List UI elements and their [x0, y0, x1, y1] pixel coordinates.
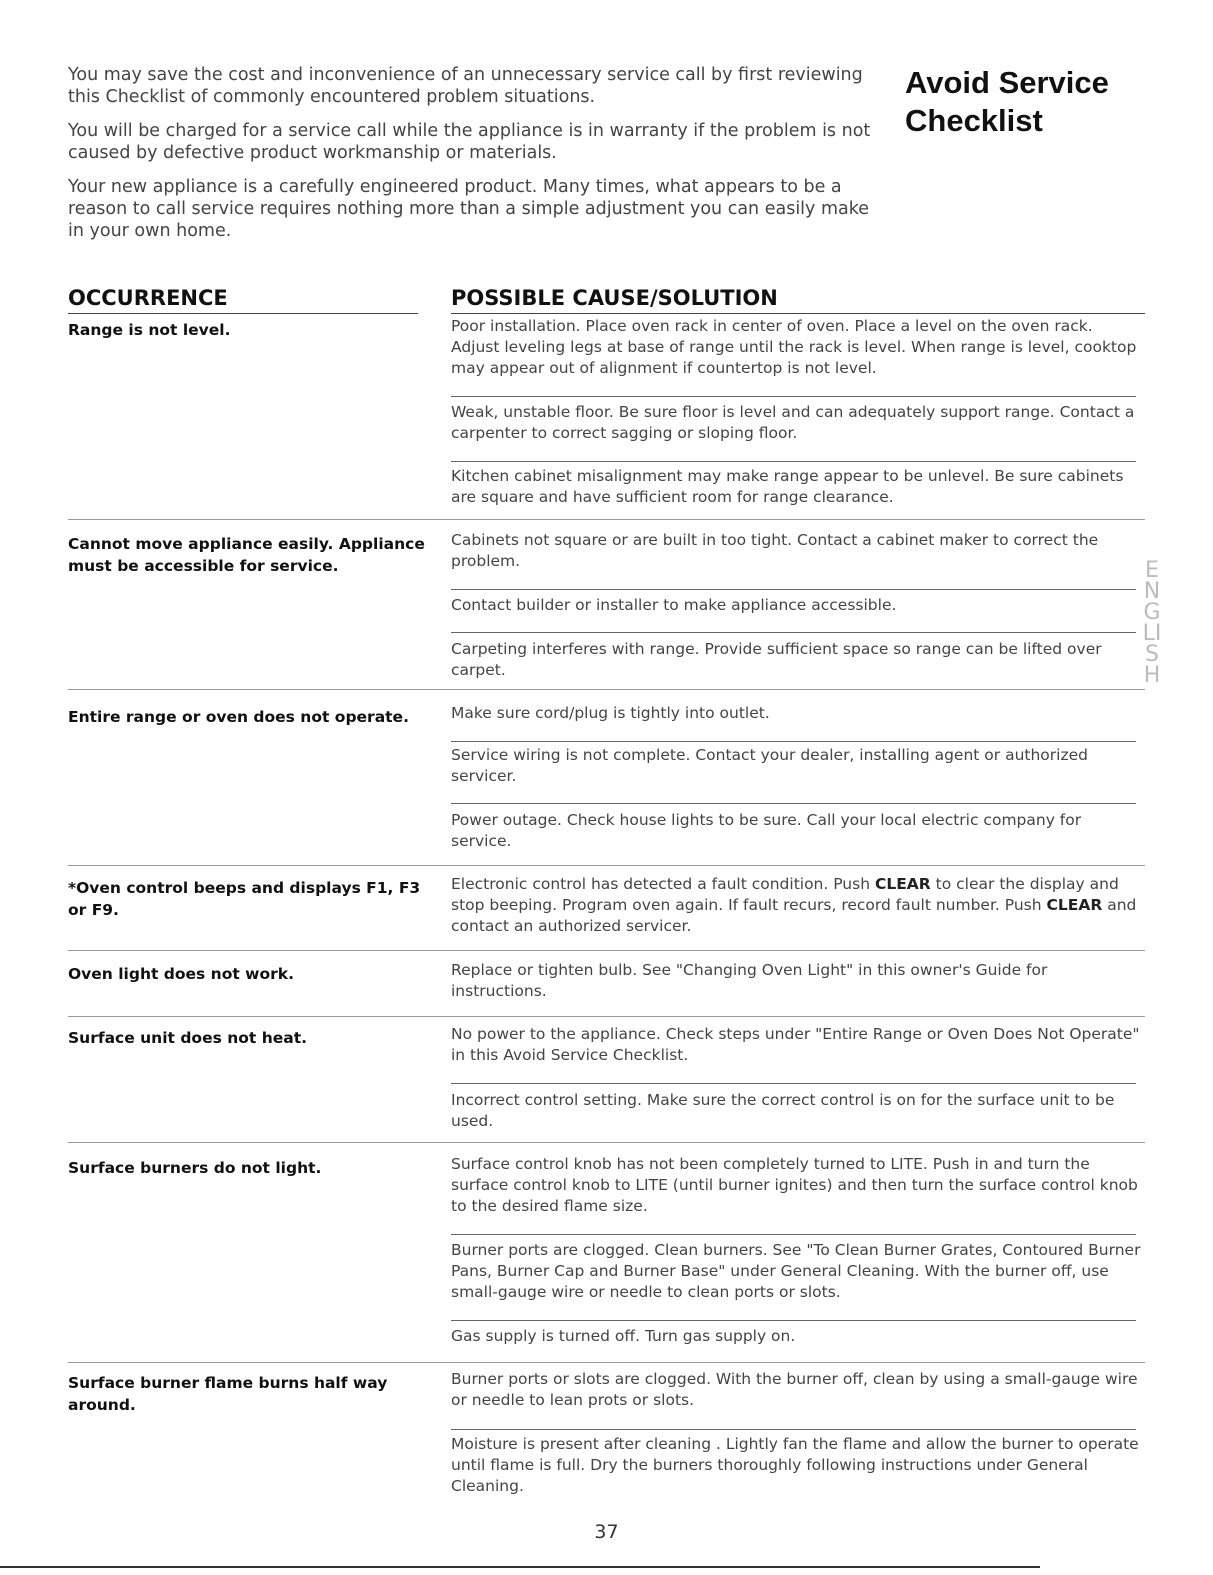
page-title [905, 64, 1109, 140]
solution-text: Surface control knob has not been completely turned to LITE. Push in and turn the surface control knob to LITE (until burner ignites) and then turn the surface control knob to the desired flame size. [451, 1155, 1138, 1215]
page-title-line: Avoid Service [905, 65, 1109, 100]
occurrence-text: Cannot move appliance easily. Appliance must be accessible for service. [68, 535, 425, 575]
row-separator [68, 689, 1145, 690]
occurrence-text: Surface burner flame burns half way around. [68, 1374, 388, 1414]
solution-divider [451, 461, 1136, 462]
language-tab [1140, 560, 1164, 686]
language-tab-label: ENGLISH [1142, 558, 1162, 688]
occurrence-text: Surface unit does not heat. [68, 1029, 308, 1047]
occurrence-text: Range is not level. [68, 321, 231, 339]
solution-divider [451, 1234, 1136, 1235]
solution-text: Weak, unstable floor. Be sure floor is level and can adequately support range. Contact a carpenter to correct sagging or sloping floor. [451, 403, 1135, 442]
solution-header: POSSIBLE CAUSE/SOLUTION [451, 286, 778, 310]
occurrence-text: Surface burners do not light. [68, 1159, 322, 1177]
intro [68, 64, 878, 254]
page-title-line: Checklist [905, 103, 1043, 138]
solution-text: Poor installation. Place oven rack in center of oven. Place a level on the oven rack. Adjust leveling legs at base of range until the rack is level. When range is level, cooktop may appear out of alignment if countertop is not level. [451, 317, 1137, 377]
intro-paragraph: Your new appliance is a carefully engineered product. Many times, what appears to be a reason to call service requires nothing more than a simple adjustment you can easily make in your own home. [68, 177, 870, 241]
row-separator [68, 1362, 1145, 1363]
intro-paragraph: You will be charged for a service call while the appliance is in warranty if the problem is not caused by defective product workmanship or materials. [68, 121, 871, 163]
solution-text: Electronic control has detected a fault condition. Push CLEAR to clear the display and stop beeping. Program oven again. If fault recurs, record fault number. Push CLEAR and contact an authorized servicer. [451, 875, 1137, 935]
solution-text: Contact builder or installer to make appliance accessible. [451, 596, 897, 614]
solution-text: Make sure cord/plug is tightly into outlet. [451, 704, 770, 722]
solution-text: Cabinets not square or are built in too tight. Contact a cabinet maker to correct the problem. [451, 531, 1099, 570]
intro-paragraph: You may save the cost and inconvenience of an unnecessary service call by first reviewing this Checklist of commonly encountered problem situations. [68, 65, 863, 107]
row-separator [68, 1142, 1145, 1143]
occurrence-text: *Oven control beeps and displays F1, F3 or F9. [68, 879, 421, 919]
solution-text: Service wiring is not complete. Contact your dealer, installing agent or authorized servicer. [451, 746, 1088, 785]
solution-text: Carpeting interferes with range. Provide sufficient space so range can be lifted over carpet. [451, 640, 1102, 679]
header-divider [451, 313, 1145, 314]
row-separator [68, 1016, 1145, 1017]
solution-divider [451, 1429, 1136, 1430]
solution-divider [451, 803, 1136, 804]
solution-divider [451, 632, 1136, 633]
solution-text: Gas supply is turned off. Turn gas supply on. [451, 1327, 796, 1345]
solution-divider [451, 396, 1136, 397]
solution-text: Power outage. Check house lights to be sure. Call your local electric company for service. [451, 811, 1082, 850]
page-bottom-rule [0, 1566, 1040, 1568]
solution-divider [451, 1083, 1136, 1084]
solution-text: Burner ports are clogged. Clean burners. See "To Clean Burner Grates, Contoured Burner Pans, Burner Cap and Burner Base" under General Cleaning. With the burner off, use small-gauge wire or needle to clean ports or slots. [451, 1241, 1141, 1301]
solution-divider [451, 741, 1136, 742]
solution-text: Replace or tighten bulb. See "Changing Oven Light" in this owner's Guide for instructions. [451, 961, 1048, 1000]
row-separator [68, 865, 1145, 866]
row-separator [68, 950, 1145, 951]
solution-divider [451, 589, 1136, 590]
solution-text: Burner ports or slots are clogged. With the burner off, clean by using a small-gauge wire or needle to lean prots or slots. [451, 1370, 1138, 1409]
solution-text: Kitchen cabinet misalignment may make range appear to be unlevel. Be sure cabinets are square and have sufficient room for range clearance. [451, 467, 1124, 506]
occurrence-text: Oven light does not work. [68, 965, 294, 983]
solution-text: No power to the appliance. Check steps under "Entire Range or Oven Does Not Operate" in this Avoid Service Checklist. [451, 1025, 1140, 1064]
solution-text: Moisture is present after cleaning . Lightly fan the flame and allow the burner to operate until flame is full. Dry the burners thoroughly following instructions under General Cleaning. [451, 1435, 1139, 1495]
occurrence-header: OCCURRENCE [68, 286, 228, 310]
header-divider [68, 313, 418, 314]
solution-divider [451, 1320, 1136, 1321]
row-separator [68, 519, 1145, 520]
occurrence-text: Entire range or oven does not operate. [68, 708, 409, 726]
solution-text: Incorrect control setting. Make sure the correct control is on for the surface unit to be used. [451, 1091, 1115, 1130]
page-number: 37 [594, 1521, 619, 1543]
